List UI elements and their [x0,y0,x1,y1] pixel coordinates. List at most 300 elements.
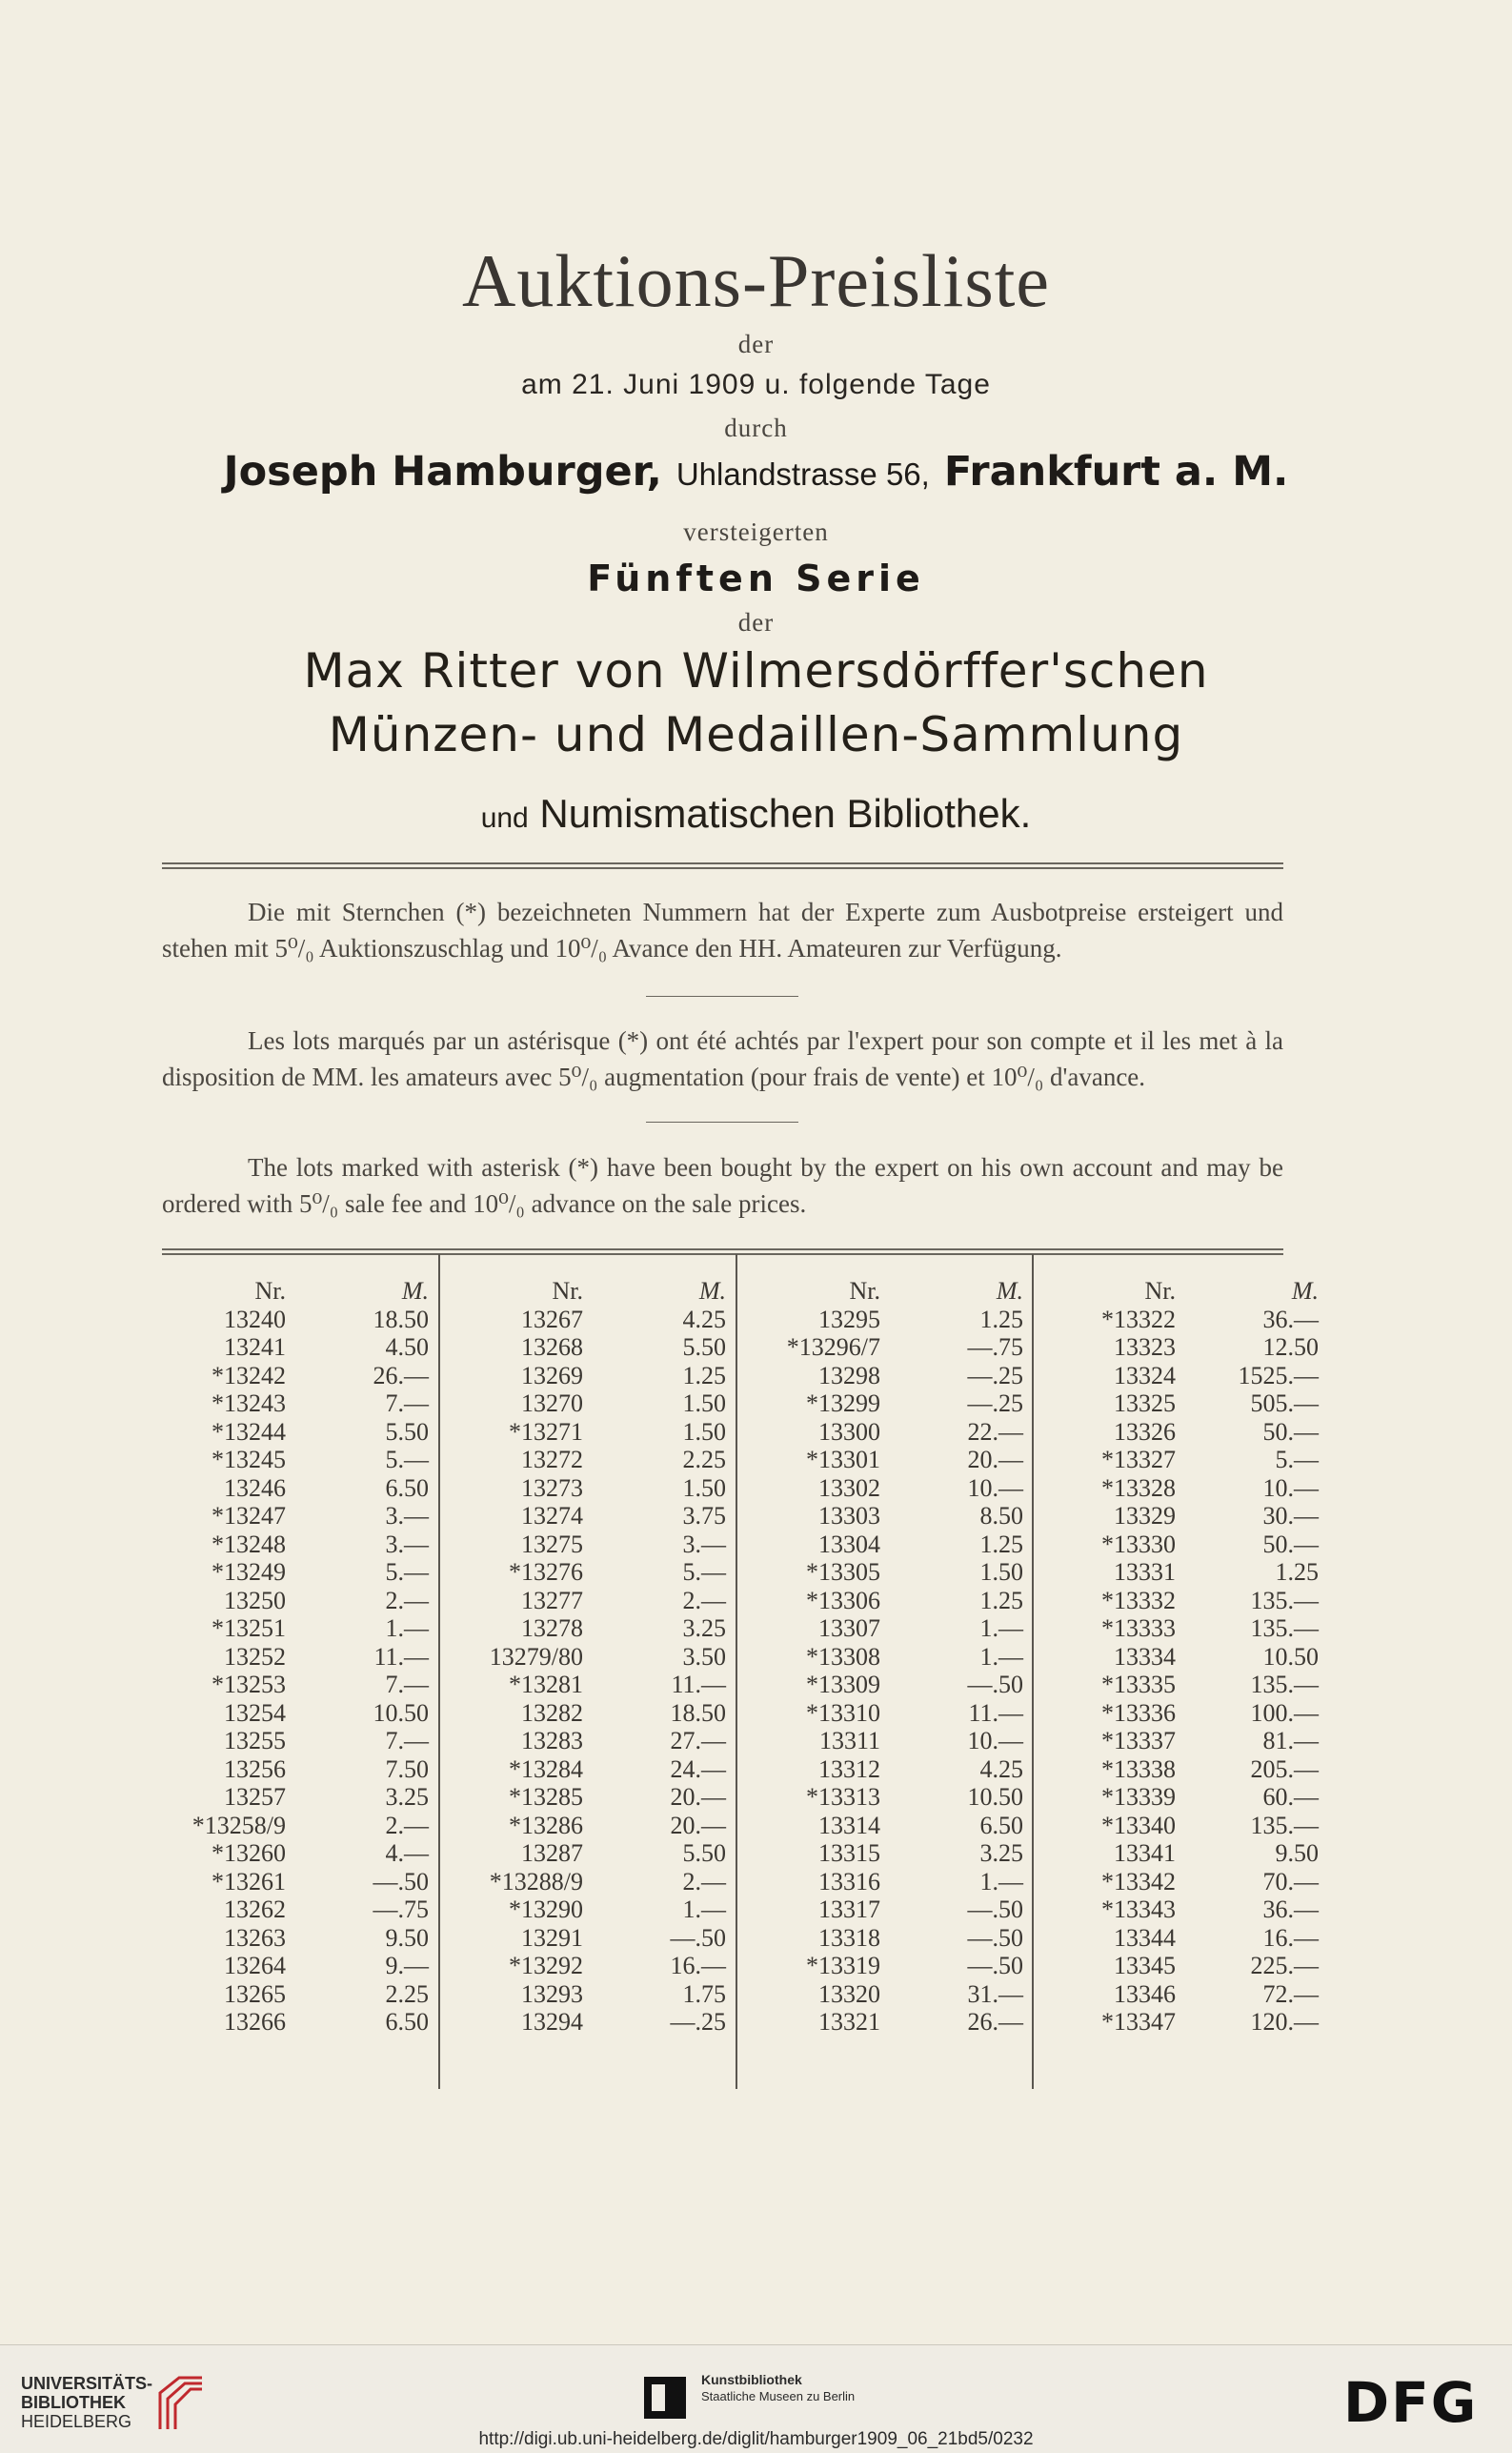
table-row [459,1418,755,1447]
lot-number: 13315 [818,1839,880,1867]
lot-price: 8.50 [979,1502,1023,1530]
note-english [162,1149,1283,1222]
lot-number: 13331 [1114,1558,1176,1586]
table-row [756,1924,1052,1953]
table-row [756,1333,1052,1362]
lot-number: 13268 [521,1333,583,1361]
lot-price: 9.50 [1275,1839,1319,1867]
table-row [162,1446,457,1474]
price-column-2 [459,1277,755,2087]
lot-number: 13254 [224,1698,286,1727]
table-row [162,1699,457,1728]
table-row [162,1587,457,1615]
lot-price: 10.— [967,1727,1023,1754]
der-line-2: der [737,608,775,637]
lot-price: 135.— [1250,1811,1319,1839]
lot-number: 13267 [521,1305,583,1333]
lot-price: 7.— [385,1389,429,1417]
durch-line: durch [724,414,788,442]
table-row [459,1839,755,1868]
column-header [459,1277,755,1306]
lot-price: 2.25 [682,1446,726,1473]
lot-price: 27.— [670,1727,726,1754]
lot-price: 2.— [682,1586,726,1614]
lot-number: 13320 [818,1979,880,2008]
table-row [162,1868,457,1896]
lot-number: 13256 [224,1754,286,1783]
lot-price: 5.— [385,1446,429,1473]
lot-price: 60.— [1262,1783,1319,1811]
lot-price: 3.75 [682,1502,726,1530]
auctioneer-city: Frankfurt a. M. [943,448,1289,496]
table-row [459,2008,755,2037]
lot-number: 13341 [1114,1839,1176,1867]
table-row [756,1839,1052,1868]
table-row [1052,1980,1347,2009]
lot-number: *13245 [212,1446,286,1473]
lot-number: 13269 [521,1361,583,1389]
lot-price: 72.— [1262,1979,1319,2008]
kb-line-2: Staatliche Museen zu Berlin [701,2389,856,2403]
lot-number: *13260 [212,1839,286,1867]
lot-number: *13261 [212,1867,286,1896]
table-row [162,1502,457,1531]
lot-price: 31.— [967,1979,1023,2008]
lot-number: 13312 [818,1754,880,1783]
lot-number: *13251 [212,1614,286,1642]
lot-price: 3.— [385,1502,429,1530]
header-mark: M. [1291,1277,1319,1305]
lot-price: —.50 [967,1671,1023,1698]
table-row [459,1446,755,1474]
short-rule-1 [646,996,798,997]
header-mark: M. [401,1277,429,1305]
lot-number: *13330 [1101,1530,1176,1558]
lot-number: *13319 [806,1952,880,1979]
table-row [1052,1333,1347,1362]
lot-price: 1.— [979,1642,1023,1671]
lot-number: *13258/9 [192,1811,286,1839]
column-header [1052,1277,1347,1306]
lot-price: 225.— [1250,1952,1319,1979]
und-word: und [480,802,529,834]
lot-price: 22.— [967,1417,1023,1446]
lot-price: 9.50 [385,1923,429,1952]
lot-number: 13295 [818,1305,880,1333]
lot-number: *13284 [509,1754,583,1783]
lot-price: 1.50 [682,1473,726,1502]
lot-number: *13338 [1101,1754,1176,1783]
lot-number: 13345 [1114,1952,1176,1979]
table-row [162,1643,457,1672]
lot-number: 13282 [521,1698,583,1727]
lot-number: *13309 [806,1671,880,1698]
lot-number: 13291 [521,1923,583,1952]
lot-number: 13255 [224,1727,286,1754]
table-row [459,1812,755,1840]
lot-price: 24.— [670,1754,726,1783]
lot-number: *13242 [212,1361,286,1389]
table-row [162,1614,457,1643]
lot-price: 3.— [385,1530,429,1558]
table-row [1052,1531,1347,1559]
lot-number: *13285 [509,1783,583,1811]
lot-number: *13301 [806,1446,880,1473]
table-row [1052,1839,1347,1868]
lot-price: 5.50 [385,1417,429,1446]
table-row [1052,1868,1347,1896]
lot-price: —.50 [967,1952,1023,1979]
table-row [1052,1896,1347,1924]
lot-price: 3.— [682,1530,726,1558]
ub-heidelberg-logo-icon [152,2372,210,2433]
lot-number: 13277 [521,1586,583,1614]
lot-number: *13308 [806,1642,880,1671]
lot-price: 16.— [670,1952,726,1979]
lot-price: 20.— [670,1811,726,1839]
note-german [162,894,1283,966]
ub-line-2: BIBLIOTHEK [21,2393,126,2412]
table-row [459,1699,755,1728]
lot-price: 11.— [373,1642,429,1671]
table-row [459,1587,755,1615]
table-row [756,1389,1052,1418]
table-row [162,1474,457,1503]
lot-number: *13335 [1101,1671,1176,1698]
lot-number: *13244 [212,1417,286,1446]
table-row [1052,1755,1347,1784]
lot-price: 5.— [1275,1446,1319,1473]
lot-price: 18.50 [670,1698,726,1727]
table-row [162,1389,457,1418]
table-row [756,1614,1052,1643]
lot-number: 13304 [818,1530,880,1558]
lot-number: 13311 [818,1727,880,1754]
lot-price: —.75 [373,1896,429,1923]
note-french-text: Les lots marqués par un astérisque (*) ont été achtés par l'expert pour son compte et il les met à la disposition de MM. les amateurs avec 5⁰/₀ augmentation (pour frais de vente) et 10⁰/₀ d'avance. [162,1026,1283,1091]
auctioneer-name: Joseph Hamburger, [223,448,662,496]
table-row [162,1896,457,1924]
lot-number: *13336 [1101,1698,1176,1727]
lot-price: 26.— [967,2008,1023,2036]
lot-price: 2.— [385,1586,429,1614]
lot-number: *13288/9 [489,1867,583,1896]
table-row [1052,1587,1347,1615]
bibliothek-line [0,791,1512,837]
lot-price: 3.25 [682,1614,726,1642]
lot-price: 10.50 [967,1783,1023,1811]
lot-price: —.50 [967,1923,1023,1952]
table-row [1052,1362,1347,1390]
lot-price: 30.— [1262,1502,1319,1530]
note-english-text: The lots marked with asterisk (*) have been bought by the expert on his own account and may be ordered with 5⁰/₀ sale fee and 10⁰/₀ advance on the sale prices. [162,1153,1283,1218]
table-row [756,1502,1052,1531]
lot-price: 20.— [670,1783,726,1811]
lot-price: 6.50 [385,2008,429,2036]
ub-line-1: UNIVERSITÄTS- [21,2374,153,2393]
lot-price: 10.50 [373,1698,429,1727]
lot-number: 13318 [818,1923,880,1952]
ub-heidelberg-label [21,2374,152,2431]
table-row [459,1362,755,1390]
lot-price: 1.— [979,1867,1023,1896]
lot-price: 7.50 [385,1754,429,1783]
lot-number: *13310 [806,1698,880,1727]
table-row [459,1924,755,1953]
lot-price: 1525.— [1238,1361,1319,1389]
lot-price: 1.25 [1275,1558,1319,1586]
lot-price: 6.50 [979,1811,1023,1839]
lot-number: 13270 [521,1389,583,1417]
lot-number: 13321 [818,2008,880,2036]
lot-number: 13300 [818,1417,880,1446]
table-row [756,1362,1052,1390]
table-row [756,1587,1052,1615]
lot-number: 13275 [521,1530,583,1558]
lot-number: 13266 [224,2008,286,2036]
lot-number: 13294 [521,2008,583,2036]
lot-number: 13334 [1114,1642,1176,1671]
lot-number: 13240 [224,1305,286,1333]
table-row [459,1306,755,1334]
date-line: am 21. Juni 1909 u. folgende Tage [521,369,991,400]
table-row [459,1389,755,1418]
lot-number: 13329 [1114,1502,1176,1530]
table-row [1052,1558,1347,1587]
lot-number: 13298 [818,1361,880,1389]
lot-price: 1.50 [682,1417,726,1446]
kunstbibliothek-label [701,2372,855,2404]
lot-number: 13250 [224,1586,286,1614]
lot-price: 1.— [979,1614,1023,1642]
lot-price: 1.50 [979,1558,1023,1586]
lot-number: *13286 [509,1811,583,1839]
lot-number: *13292 [509,1952,583,1979]
table-row [1052,1474,1347,1503]
lot-price: 81.— [1262,1727,1319,1754]
table-row [162,1783,457,1812]
lot-number: *13247 [212,1502,286,1530]
lot-price: 135.— [1250,1671,1319,1698]
table-row [459,1671,755,1699]
lot-price: 12.50 [1262,1333,1319,1361]
table-row [1052,1671,1347,1699]
price-column-3 [756,1277,1052,2087]
lot-number: 13274 [521,1502,583,1530]
lot-number: *13296/7 [786,1333,880,1361]
lot-price: 16.— [1262,1923,1319,1952]
table-row [162,1952,457,1980]
lot-price: 205.— [1250,1754,1319,1783]
table-row [756,1531,1052,1559]
lot-price: 1.25 [979,1530,1023,1558]
lot-price: —.25 [967,1361,1023,1389]
table-row [756,1418,1052,1447]
lot-price: —.75 [967,1333,1023,1361]
lot-price: 1.25 [979,1305,1023,1333]
versteigerten-line: versteigerten [683,517,829,546]
lot-price: 5.50 [682,1333,726,1361]
lot-number: 13252 [224,1642,286,1671]
table-row [756,1783,1052,1812]
lot-number: 13264 [224,1952,286,1979]
lot-number: 13325 [1114,1389,1176,1417]
lot-price: 3.50 [682,1642,726,1671]
table-row [1052,1783,1347,1812]
lot-price: 5.50 [682,1839,726,1867]
lot-price: —.25 [967,1389,1023,1417]
table-row [459,1868,755,1896]
table-row [756,1446,1052,1474]
lot-number: 13346 [1114,1979,1176,2008]
lot-number: 13302 [818,1473,880,1502]
lot-number: *13313 [806,1783,880,1811]
lot-price: 120.— [1250,2008,1319,2036]
page-title: Auktions-Preisliste [462,239,1050,322]
lot-price: 2.— [385,1811,429,1839]
table-row [756,1868,1052,1896]
table-row [1052,1502,1347,1531]
lot-price: 36.— [1262,1305,1319,1333]
table-row [1052,1643,1347,1672]
lot-number: 13303 [818,1502,880,1530]
auctioneer-address: Uhlandstrasse 56, [675,456,930,492]
lot-price: —.50 [670,1923,726,1952]
lot-price: 2.— [682,1867,726,1896]
lot-number: *13299 [806,1389,880,1417]
table-row [756,1699,1052,1728]
lot-price: 3.25 [979,1839,1023,1867]
lot-number: 13241 [224,1333,286,1361]
table-row [162,1812,457,1840]
table-row [162,1362,457,1390]
lot-price: 50.— [1262,1417,1319,1446]
source-url[interactable]: http://digi.ub.uni-heidelberg.de/diglit/hamburger1909_06_21bd5/0232 [478,2429,1034,2449]
lot-number: 13317 [818,1896,880,1923]
kb-line-1: Kunstbibliothek [701,2372,802,2387]
footer-bar [0,2344,1512,2453]
short-rule-2 [646,1122,798,1123]
lot-price: —.25 [670,2008,726,2036]
table-row [1052,1306,1347,1334]
table-row [756,1727,1052,1755]
lot-number: *13248 [212,1530,286,1558]
table-row [459,1531,755,1559]
table-row [756,2008,1052,2037]
header-nr: Nr. [849,1277,880,1305]
lot-price: 6.50 [385,1473,429,1502]
lot-price: 4.50 [385,1333,429,1361]
table-row [459,1558,755,1587]
table-row [162,1924,457,1953]
lot-number: 13287 [521,1839,583,1867]
lot-price: 5.— [682,1558,726,1586]
table-row [162,1755,457,1784]
price-column-4 [1052,1277,1347,2087]
lot-number: 13272 [521,1446,583,1473]
divider-table [162,1248,1283,1255]
lot-price: 50.— [1262,1530,1319,1558]
lot-price: 18.50 [373,1305,429,1333]
table-row [162,2008,457,2037]
lot-number: *13281 [509,1671,583,1698]
lot-number: *13328 [1101,1473,1176,1502]
lot-number: 13265 [224,1979,286,2008]
lot-price: 1.25 [979,1586,1023,1614]
lot-price: 1.— [682,1896,726,1923]
lot-price: 100.— [1250,1698,1319,1727]
lot-price: 9.— [385,1952,429,1979]
lot-price: 4.25 [979,1754,1023,1783]
lot-price: 20.— [967,1446,1023,1473]
lot-number: *13327 [1101,1446,1176,1473]
table-row [756,1812,1052,1840]
lot-price: 135.— [1250,1614,1319,1642]
lot-number: 13314 [818,1811,880,1839]
table-row [756,1755,1052,1784]
table-row [459,1980,755,2009]
lot-number: 13326 [1114,1417,1176,1446]
table-row [459,1502,755,1531]
table-row [459,1474,755,1503]
table-row [756,1643,1052,1672]
lot-price: 1.50 [682,1389,726,1417]
table-row [162,1727,457,1755]
table-row [459,1783,755,1812]
lot-number: 13279/80 [489,1642,583,1671]
lot-price: 135.— [1250,1586,1319,1614]
table-row [1052,1614,1347,1643]
table-row [756,1306,1052,1334]
header-mark: M. [996,1277,1023,1305]
table-row [1052,1812,1347,1840]
table-row [162,1531,457,1559]
lot-number: *13339 [1101,1783,1176,1811]
lot-number: 13283 [521,1727,583,1754]
lot-price: 70.— [1262,1867,1319,1896]
lot-number: *13305 [806,1558,880,1586]
lot-number: *13322 [1101,1305,1176,1333]
lot-price: 1.25 [682,1361,726,1389]
table-row [1052,1727,1347,1755]
table-row [756,1980,1052,2009]
lot-number: *13276 [509,1558,583,1586]
lot-number: *13271 [509,1417,583,1446]
table-row [162,1671,457,1699]
header-nr: Nr. [254,1277,286,1305]
kunstbibliothek-logo-icon [644,2377,686,2419]
lot-price: 4.— [385,1839,429,1867]
lot-number: 13316 [818,1867,880,1896]
table-row [162,1839,457,1868]
der-line-1: der [737,330,775,358]
lot-number: *13342 [1101,1867,1176,1896]
table-row [162,1980,457,2009]
table-row [1052,1389,1347,1418]
lot-price: —.50 [373,1867,429,1896]
lot-price: 10.— [967,1473,1023,1502]
table-row [162,1306,457,1334]
lot-number: 13344 [1114,1923,1176,1952]
price-column-1 [162,1277,457,2087]
lot-number: 13307 [818,1614,880,1642]
lot-number: *13243 [212,1389,286,1417]
lot-price: 36.— [1262,1896,1319,1923]
divider-top [162,862,1283,869]
table-row [459,1727,755,1755]
lot-number: 13293 [521,1979,583,2008]
lot-price: 3.25 [385,1783,429,1811]
